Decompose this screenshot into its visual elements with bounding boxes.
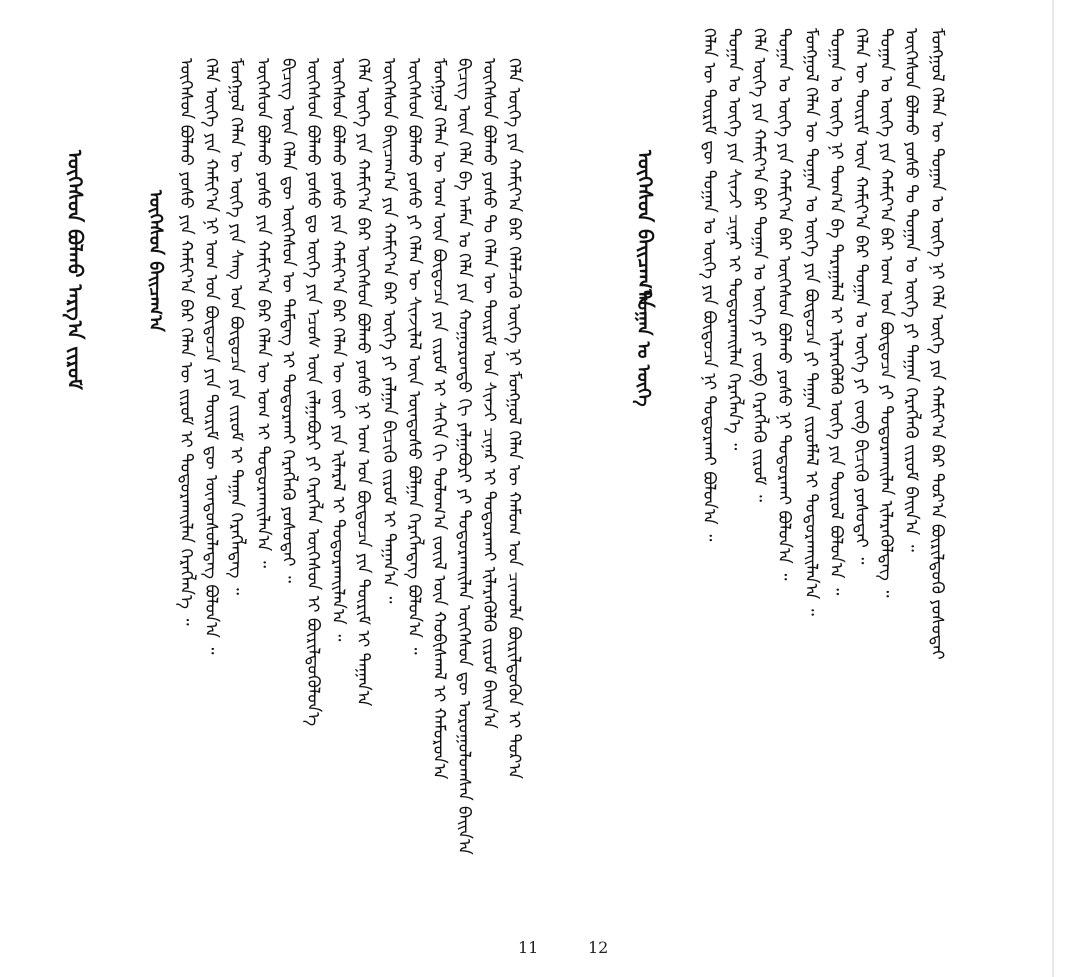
right-page — [548, 0, 1070, 977]
page-edge — [1052, 0, 1054, 977]
body-line: ᠦᠭᠡᠰᠦᠨ ᠪᠠᠢᠴᠠᠭ᠎ᠠ ᠶᠢᠨ ᠬᠠᠮᠢᠶ᠎ᠠ ᠪᠠᠷ ᠦᠭᠡ ᠶᠢ ᠶᠠᠯᠭᠠᠨ ᠪᠢᠴᠢᠬᠦ ᠵᠢᠷᠤᠮ ᠢ ᠳᠠᠭᠠᠨ᠎ᠠ ᠃ — [379, 58, 399, 604]
body-line: ᠦᠭᠡᠰᠦᠨ ᠪᠤᠯᠬᠤ ᠶᠤᠰᠤ ᠶᠢᠨ ᠬᠠᠮᠢᠶ᠎ᠠ ᠪᠠᠷ ᠬᠡᠯᠡᠨ ᠦ ᠤᠭ ᠢ ᠲᠣᠳᠤᠷᠬᠠᠢᠯᠠᠨ᠎ᠠ ᠃ — [253, 58, 273, 568]
body-line: ᠦᠭᠡᠰᠦᠨ ᠪᠤᠯᠬᠤ ᠶᠤᠰᠤ ᠶᠢ ᠬᠡᠯᠡᠨ ᠦ ᠰᠢᠨᠵᠢᠯᠡᠯ ᠦᠨ ᠦᠨᠳᠦᠰᠦ ᠪᠣᠯᠭᠠᠨ ᠬᠡᠷᠡᠭᠯᠡᠳᠡᠭ ᠪᠣᠯᠤᠨ᠎ᠠ ᠃ — [404, 58, 424, 655]
page-number-left: 11 — [518, 938, 539, 957]
page-number-right: 12 — [588, 938, 609, 957]
body-line: ᠮᠣᠩᠭᠣᠯ ᠬᠡᠯᠡᠨ ᠦ ᠲᠣᠭᠠᠨ ᠤ ᠦᠭᠡ ᠶᠢᠨ ᠪᠦᠲᠦᠴᠡ ᠶᠢ ᠳᠠᠭᠠᠨ ᠵᠢᠷᠤᠮᠯᠠᠯ ᠢ ᠲᠣᠳᠤᠷᠬᠠᠢᠯᠠᠨ᠎ᠠ ᠃ — [801, 28, 821, 616]
body-line: ᠮᠣᠩᠭᠣᠯ ᠬᠡᠯᠡᠨ ᠦ ᠦᠭᠡ ᠶᠢᠨ ᠰᠠᠩ ᠤᠨ ᠪᠦᠲᠦᠴᠡ ᠶᠢᠨ ᠵᠢᠷᠤᠮ ᠢ ᠳᠠᠭᠠᠨ ᠬᠡᠷᠡᠭᠯᠡᠳᠡᠭ ᠃ — [226, 58, 246, 595]
body-line: ᠦᠭᠡᠰᠦᠨ ᠪᠤᠯᠬᠤ ᠶᠤᠰᠤ ᠶᠢᠨ ᠬᠠᠮᠢᠶ᠎ᠠ ᠪᠠᠷ ᠬᠡᠯᠡᠨ ᠦ ᠵᠢᠷᠤᠮ ᠢ ᠲᠣᠳᠤᠷᠬᠠᠢᠯᠠᠨ ᠬᠡᠷᠡᠭᠯᠡᠨ᠎ᠡ ᠃ — [176, 58, 196, 626]
body-line: ᠬᠡᠯᠡ ᠦᠭᠡ ᠶᠢᠨ ᠬᠠᠮᠢᠶ᠎ᠠ ᠪᠠᠷ ᠬᠡᠯᠡᠯᠴᠡᠬᠦ ᠦᠭᠡ ᠨᠢ ᠮᠣᠩᠭᠣᠯ ᠬᠡᠯᠡᠨ ᠦ ᠬᠠᠮᠤᠭ ᠤᠨ ᠴᠢᠬᠤᠯᠠ ᠪᠦᠷᠢᠯᠳᠦᠬᠦᠨ ᠢ ᠳᠤᠷ᠎ᠠ — [504, 58, 524, 780]
body-line: ᠦᠭᠡᠰᠦᠨ ᠪᠤᠯᠬᠤ ᠶᠤᠰᠤ ᠶᠢᠨ ᠬᠠᠮᠢᠶ᠎ᠠ ᠪᠠᠷ ᠬᠡᠯᠡᠨ ᠦ ᠵᠦᠢ ᠶᠢᠨ ᠢᠯᠡᠷᠡᠯ ᠢ ᠲᠣᠳᠤᠷᠬᠠᠢᠯᠠᠨ᠎ᠠ ᠃ — [328, 58, 348, 642]
body-line: ᠦᠭᠡᠰᠦᠨ ᠪᠤᠯᠬᠤ ᠶᠤᠰᠤ ᠲᠤ ᠬᠡᠯᠡᠨ ᠦ ᠳᠦᠷᠢᠮ ᠤᠨ ᠰᠢᠨᠵᠢ ᠴᠢᠨᠠᠷ ᠢ ᠲᠣᠳᠤᠷᠬᠠᠢ ᠢᠯᠡᠷᠡᠭᠦᠯᠬᠦ ᠵᠢᠷᠤᠮ ᠪᠠᠢᠨ᠎ᠠ — [479, 58, 499, 729]
body-line: ᠲᠣᠭᠠᠨ ᠤ ᠦᠭᠡ ᠶᠢᠨ ᠰᠢᠨᠵᠢ ᠴᠢᠨᠠᠷ ᠢ ᠲᠣᠳᠤᠷᠬᠠᠢᠯᠠᠨ ᠬᠡᠷᠡᠭᠯᠡᠨ᠎ᠡ ᠃ — [724, 28, 744, 451]
left-page-section: ᠦᠭᠡᠰᠦᠨ ᠪᠠᠢᠴᠠᠭ᠎ᠠ — [145, 190, 166, 332]
left-page-title: ᠦᠭᠡᠰᠦᠨ ᠪᠤᠯᠬᠤ ᠠᠷᠭ᠎ᠠ ᠵᠢᠷᠤᠮ — [63, 150, 87, 390]
body-line: ᠮᠣᠩᠭᠣᠯ ᠬᠡᠯᠡᠨ ᠦ ᠲᠣᠭᠠᠨ ᠤ ᠦᠭᠡ ᠨᠢ ᠬᠡᠯᠡ ᠦᠭᠡ ᠶᠢᠨ ᠬᠠᠮᠢᠶ᠎ᠠ ᠪᠠᠷ ᠳᠤᠷ᠎ᠠ ᠪᠦᠷᠢᠯᠳᠦᠬᠦ ᠶᠤᠰᠤᠲᠠᠢ — [927, 28, 947, 660]
body-line: ᠦᠭᠡᠰᠦᠨ ᠪᠤᠯᠬᠤ ᠶᠤᠰᠤ ᠲᠤ ᠲᠣᠭᠠᠨ ᠤ ᠦᠭᠡ ᠶᠢ ᠳᠠᠭᠠᠨ ᠬᠡᠷᠡᠭᠯᠡᠬᠦ ᠵᠢᠷᠤᠮ ᠪᠠᠢᠨ᠎ᠠ ᠃ — [901, 28, 921, 552]
body-line: ᠪᠢᠴᠢᠭ᠌ ᠦᠨ ᠬᠡᠯᠡᠨ ᠳᠦ ᠦᠭᠡᠰᠦᠨ ᠦ ᠲᠡᠮᠳᠡᠭ ᠢ ᠲᠣᠳᠤᠷᠬᠠᠢ ᠬᠡᠷᠡᠭᠯᠡᠬᠦ ᠶᠤᠰᠤᠲᠠᠢ ᠃ — [278, 58, 298, 583]
right-page-subsection: ᠲᠣᠭᠠᠨ ᠤ ᠦᠭᠡ — [633, 290, 654, 407]
body-line: ᠬᠡᠯᠡ ᠦᠭᠡ ᠶᠢᠨ ᠬᠠᠮᠢᠶ᠎ᠠ ᠪᠠᠷ ᠲᠣᠭᠠᠨ ᠤ ᠦᠭᠡ ᠶᠢ ᠵᠦᠪ ᠬᠡᠷᠡᠭᠯᠡᠬᠦ ᠵᠢᠷᠤᠮ ᠃ — [749, 28, 769, 502]
body-line: ᠬᠡᠯᠡ ᠦᠭᠡ ᠶᠢᠨ ᠬᠠᠮᠢᠶ᠎ᠠ ᠨᠢ ᠤᠭ ᠤᠨ ᠪᠦᠲᠦᠴᠡ ᠶᠢᠨ ᠳᠦᠷᠢᠮ ᠳᠦ ᠦᠨᠳᠦᠰᠦᠯᠡᠳᠡᠭ ᠪᠣᠯᠤᠨ᠎ᠠ ᠃ — [201, 58, 221, 655]
right-page-section: ᠦᠭᠡᠰᠦᠨ ᠪᠠᠢᠴᠠᠭ᠎ᠠ — [633, 150, 657, 308]
body-line: ᠬᠡᠯᠡᠨ ᠦ ᠳᠦᠷᠢᠮ ᠦᠨ ᠬᠠᠮᠢᠶ᠎ᠠ ᠪᠠᠷ ᠲᠣᠭᠠᠨ ᠤ ᠦᠭᠡ ᠶᠢ ᠵᠦᠪ ᠪᠢᠴᠢᠬᠦ ᠶᠤᠰᠤᠲᠠᠢ ᠃ — [851, 28, 871, 565]
body-line: ᠲᠣᠭᠠᠨ ᠤ ᠦᠭᠡ ᠶᠢᠨ ᠬᠠᠮᠢᠶ᠎ᠠ ᠪᠠᠷ ᠤᠭ ᠤᠨ ᠪᠦᠲᠦᠴᠡ ᠶᠢ ᠲᠣᠳᠤᠷᠬᠠᠢᠯᠠᠨ ᠢᠯᠡᠷᠡᠭᠦᠯᠳᠡᠭ ᠃ — [876, 28, 896, 598]
body-line: ᠪᠢᠴᠢᠭ᠌ ᠦᠨ ᠬᠡᠯᠡ ᠪᠠ ᠠᠮᠠᠨ ᠤ ᠬᠡᠯᠡ ᠶᠢᠨ ᠬᠣᠭᠣᠷᠤᠨᠳᠤ ᠬᠢ ᠶᠠᠯᠭᠠᠪᠤᠷᠢ ᠶᠢ ᠲᠣᠳᠤᠷᠬᠠᠢᠯᠠᠨ ᠦᠭᠡᠰᠦᠨ ᠳᠦ ᠣᠷᠣᠭᠤᠯᠤᠭᠰᠠᠨ ᠪᠠᠢᠨ᠎ᠠ — [454, 58, 474, 855]
body-line: ᠲᠣᠭᠠᠨ ᠤ ᠦᠭᠡ ᠨᠢ ᠲᠣᠭ᠎ᠠ ᠪᠠ ᠳᠠᠷᠠᠭᠠᠯᠠᠯ ᠢ ᠢᠯᠡᠷᠡᠭᠦᠯᠬᠦ ᠦᠭᠡ ᠶᠢᠨ ᠲᠦᠷᠦᠯ ᠪᠣᠯᠤᠨ᠎ᠠ ᠃ — [826, 28, 846, 596]
body-line: ᠦᠭᠡᠰᠦᠨ ᠪᠤᠯᠬᠤ ᠶᠤᠰᠤ ᠳᠤ ᠦᠭᠡ ᠶᠢᠨ ᠡᠴᠦᠰ ᠦᠨ ᠵᠠᠯᠭᠠᠪᠤᠷᠢ ᠶᠢ ᠬᠡᠷᠡᠭᠯᠡᠨ ᠦᠭᠡᠰᠦᠨ ᠢ ᠪᠦᠷᠢᠯᠳᠦᠭᠦᠯᠦᠨ᠎ᠡ — [303, 58, 323, 727]
body-line: ᠮᠣᠩᠭᠣᠯ ᠬᠡᠯᠡᠨ ᠦ ᠤᠭ ᠦᠨ ᠪᠦᠲᠦᠴᠡ ᠶᠢᠨ ᠵᠢᠷᠤᠮ ᠢ ᠰᠠᠬᠢᠨ ᠬᠢ ᠳᠣᠯᠣᠭ᠎ᠠ ᠵᠦᠢᠯ ᠦᠨ ᠬᠤᠪᠢᠰᠬᠠᠯ ᠢ ᠬᠠᠮᠤᠷᠤᠨ᠎ᠠ — [429, 58, 449, 780]
body-line: ᠬᠡᠯᠡ ᠦᠭᠡ ᠶᠢᠨ ᠬᠠᠮᠢᠶ᠎ᠠ ᠪᠠᠷ ᠦᠭᠡᠰᠦᠨ ᠪᠤᠯᠬᠤ ᠶᠤᠰᠤ ᠨᠢ ᠤᠭ ᠤᠨ ᠪᠦᠲᠦᠴᠡ ᠶᠢᠨ ᠳᠦᠷᠢᠮ ᠢ ᠳᠠᠭᠠᠨ᠎ᠠ — [353, 58, 373, 707]
body-line: ᠲᠣᠭᠠᠨ ᠤ ᠦᠭᠡ ᠶᠢᠨ ᠬᠠᠮᠢᠶ᠎ᠠ ᠪᠠᠷ ᠦᠭᠡᠰᠦᠨ ᠪᠤᠯᠬᠤ ᠶᠤᠰᠤ ᠨᠢ ᠲᠣᠳᠤᠷᠬᠠᠢ ᠪᠣᠯᠤᠨ᠎ᠠ ᠃ — [774, 28, 794, 581]
body-line: ᠬᠡᠯᠡᠨ ᠦ ᠳᠦᠷᠢᠮ ᠳᠦ ᠲᠣᠭᠠᠨ ᠤ ᠦᠭᠡ ᠶᠢᠨ ᠪᠦᠲᠦᠴᠡ ᠨᠢ ᠲᠣᠳᠤᠷᠬᠠᠢ ᠪᠣᠯᠤᠨ᠎ᠠ ᠃ — [699, 28, 719, 542]
